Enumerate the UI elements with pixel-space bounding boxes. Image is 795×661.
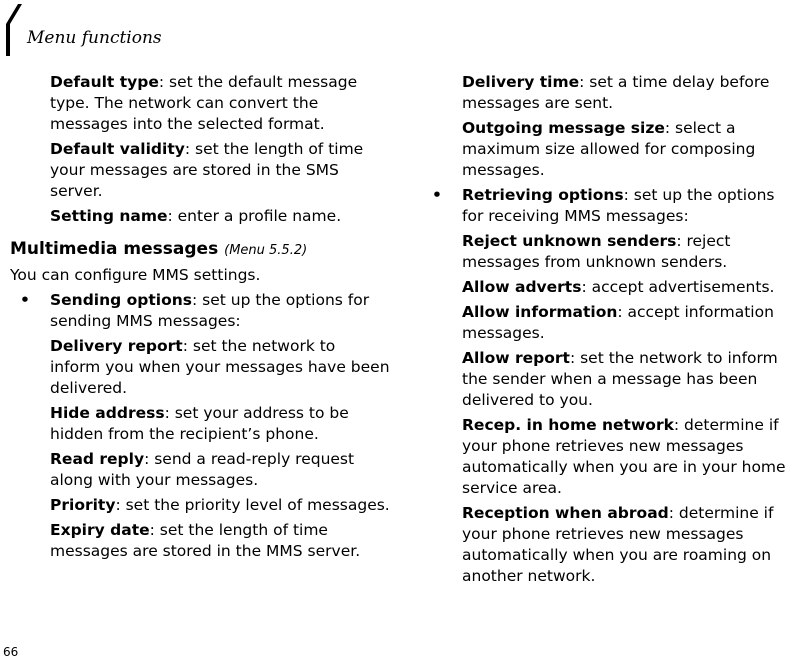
header-slash-icon: [6, 4, 28, 56]
right-column: [423, 72, 795, 591]
entry-term: Default validity: [50, 140, 185, 158]
entry-text: : set the default message type. The network can convert the messages into the selected format.: [50, 73, 358, 133]
entry-delivery-report: [50, 336, 390, 399]
entry-read-reply: [50, 449, 390, 491]
entry-default-type: [50, 72, 390, 135]
entry-text: : determine if your phone retrieves new messages automatically when you are roaming on another network.: [462, 504, 774, 585]
entry-text: : set the length of time your messages are stored in the SMS server.: [50, 140, 364, 200]
bullet-dot-icon: •: [432, 186, 442, 204]
entry-recep-home-network: [462, 415, 795, 499]
entry-text: : set your address to be hidden from the recipient’s phone.: [50, 404, 349, 443]
entry-setting-name: [50, 206, 390, 227]
entry-text: : accept advertisements.: [581, 278, 775, 296]
entry-reject-unknown-senders: [462, 231, 795, 273]
entry-text: : accept information messages.: [462, 303, 774, 342]
bullet-text: : set up the options for sending MMS messages:: [50, 291, 370, 330]
entry-term: Allow adverts: [462, 278, 582, 296]
entry-text: : set the priority level of messages.: [115, 496, 390, 514]
entry-hide-address: [50, 403, 390, 445]
entry-text: : determine if your phone retrieves new messages automatically when you are in your home service area.: [462, 416, 786, 497]
bullet-dot-icon: •: [20, 291, 30, 309]
entry-default-validity: [50, 139, 390, 202]
entry-reception-abroad: [462, 503, 795, 587]
section-title: Multimedia messages: [10, 239, 219, 259]
entry-text: : set the length of time messages are stored in the MMS server.: [50, 521, 361, 560]
section-heading-multimedia: [10, 239, 390, 259]
entry-term: Delivery time: [462, 73, 580, 91]
left-column: [10, 72, 390, 566]
entry-term: Expiry date: [50, 521, 150, 539]
entry-term: Default type: [50, 73, 159, 91]
entry-term: Hide address: [50, 404, 165, 422]
bullet-term: Sending options: [50, 291, 193, 309]
entry-text: : select a maximum size allowed for composing messages.: [462, 119, 756, 179]
bullet-retrieving-options: [432, 185, 795, 227]
entry-text: : send a read-reply request along with your messages.: [50, 450, 355, 489]
bullet-term: Retrieving options: [462, 186, 624, 204]
entry-term: Setting name: [50, 207, 168, 225]
section-intro: You can configure MMS settings.: [10, 266, 261, 284]
entry-allow-information: [462, 302, 795, 344]
entry-text: : reject messages from unknown senders.: [462, 232, 731, 271]
entry-text: : enter a profile name.: [167, 207, 342, 225]
entry-term: Delivery report: [50, 337, 183, 355]
entry-allow-adverts: [462, 277, 795, 298]
entry-term: Recep. in home network: [462, 416, 674, 434]
entry-priority: [50, 495, 390, 516]
menu-reference: (Menu 5.5.2): [224, 243, 308, 258]
entry-delivery-time: [462, 72, 795, 114]
entry-term: Allow information: [462, 303, 618, 321]
entry-text: : set a time delay before messages are sent.: [462, 73, 770, 112]
entry-term: Priority: [50, 496, 116, 514]
entry-allow-report: [462, 348, 795, 411]
page-number: 66: [3, 645, 19, 659]
entry-term: Allow report: [462, 349, 570, 367]
entry-term: Reception when abroad: [462, 504, 669, 522]
bullet-sending-options: [20, 290, 390, 332]
entry-expiry-date: [50, 520, 390, 562]
entry-term: Read reply: [50, 450, 145, 468]
entry-term: Outgoing message size: [462, 119, 665, 137]
entry-text: : set the network to inform you when your messages have been delivered.: [50, 337, 390, 397]
page-header-title: Menu functions: [27, 28, 162, 48]
entry-term: Reject unknown senders: [462, 232, 677, 250]
entry-text: : set the network to inform the sender when a message has been delivered to you.: [462, 349, 778, 409]
entry-outgoing-message-size: [462, 118, 795, 181]
bullet-text: : set up the options for receiving MMS messages:: [462, 186, 775, 225]
